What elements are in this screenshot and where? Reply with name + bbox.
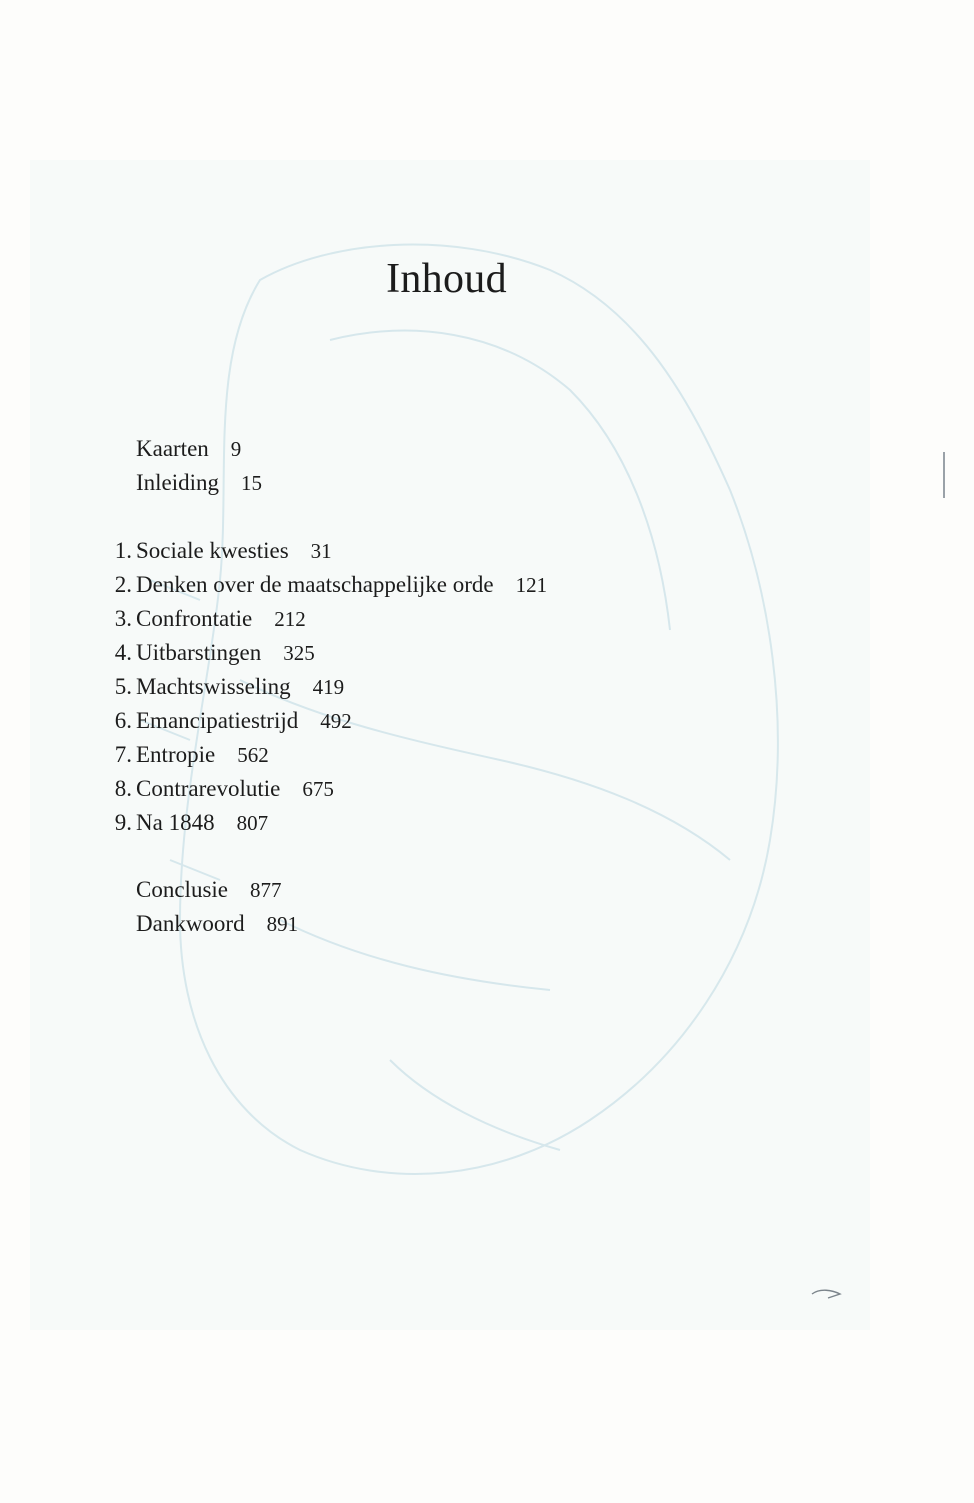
toc-chapter-entry[interactable] (0, 738, 700, 772)
toc-entry-title-wrap (136, 432, 241, 466)
chapter-number: 3. (114, 606, 132, 631)
toc-entry[interactable] (0, 466, 700, 500)
toc-entry-title-wrap (136, 806, 268, 840)
toc-chapter-entry[interactable] (0, 772, 700, 806)
toc-entry-title-wrap (136, 772, 334, 806)
chapter-page: 212 (274, 607, 306, 631)
toc-chapter-entry[interactable] (0, 568, 700, 602)
toc-entry-page: 891 (266, 912, 299, 936)
toc-entry-title-wrap (136, 873, 282, 907)
toc-entry-title-wrap (136, 602, 306, 636)
toc-entry-title-wrap (136, 466, 262, 500)
toc-entry-page: 877 (250, 878, 282, 902)
corner-pencil-mark (810, 1286, 844, 1308)
toc-chapter-entry[interactable] (0, 806, 700, 840)
chapter-title: Sociale kwesties (136, 538, 289, 563)
chapter-title: Uitbarstingen (136, 640, 262, 665)
toc-entry-title-wrap (136, 738, 269, 772)
toc-chapter-entry[interactable] (0, 704, 700, 738)
toc-front-matter (0, 432, 700, 500)
toc-chapter-entry[interactable] (0, 602, 700, 636)
toc-entry[interactable] (0, 873, 700, 907)
chapter-title: Confrontatie (136, 606, 253, 631)
chapter-title: Contrarevolutie (136, 776, 281, 801)
toc-entry-title-wrap (136, 670, 344, 704)
margin-ink-mark (943, 452, 945, 498)
chapter-title: Na 1848 (136, 810, 215, 835)
toc-entry-title-wrap (136, 534, 332, 568)
chapter-number: 5. (114, 674, 132, 699)
chapter-page: 419 (312, 675, 345, 699)
chapter-number: 6. (114, 708, 132, 733)
toc-entry-title: Conclusie (136, 877, 228, 902)
chapter-page: 562 (237, 743, 269, 767)
toc-chapters (0, 534, 700, 840)
toc-entry-title: Inleiding (136, 470, 220, 495)
toc-entry-title-wrap (136, 907, 298, 941)
toc-back-matter (0, 873, 700, 941)
chapter-number: 4. (114, 640, 132, 665)
toc-chapter-entry[interactable] (0, 534, 700, 568)
chapter-page: 807 (236, 811, 269, 835)
page-title: Inhoud (386, 256, 507, 302)
toc-entry-title: Kaarten (136, 436, 209, 461)
chapter-title: Denken over de maatschappelijke orde (136, 572, 494, 597)
toc-entry[interactable] (0, 907, 700, 941)
toc-entry-title-wrap (136, 704, 352, 738)
toc-entry-page: 9 (230, 437, 242, 461)
toc-chapter-entry[interactable] (0, 636, 700, 670)
toc-entry-page: 15 (241, 471, 263, 495)
chapter-number: 7. (114, 742, 132, 767)
chapter-page: 31 (310, 539, 332, 563)
chapter-page: 492 (320, 709, 352, 733)
chapter-number: 8. (114, 776, 132, 801)
chapter-number: 2. (114, 572, 132, 597)
chapter-title: Machtswisseling (136, 674, 291, 699)
toc-entry[interactable] (0, 432, 700, 466)
chapter-title: Emancipatiestrijd (136, 708, 299, 733)
toc-entry-title: Dankwoord (136, 911, 245, 936)
toc-chapter-entry[interactable] (0, 670, 700, 704)
chapter-number: 1. (114, 538, 132, 563)
chapter-page: 121 (515, 573, 548, 597)
chapter-title: Entropie (136, 742, 216, 767)
chapter-page: 675 (302, 777, 334, 801)
toc-entry-title-wrap (136, 636, 315, 670)
chapter-number: 9. (114, 810, 132, 835)
chapter-page: 325 (283, 641, 315, 665)
toc-entry-title-wrap (136, 568, 547, 602)
